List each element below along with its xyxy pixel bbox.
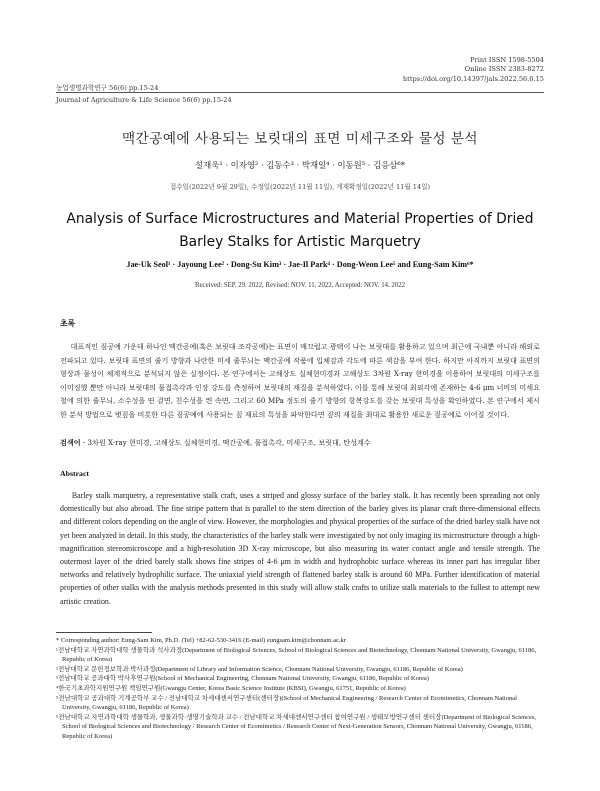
- footnote-rule: [56, 632, 152, 633]
- dates-english: Received: SEP. 29. 2022, Revised: NOV. 11. 2022, Accepted: NOV. 14. 2022: [195, 282, 405, 289]
- title-english-line1: Analysis of Surface Microstructures and Material Properties of Dried: [66, 211, 534, 227]
- affiliation-4: ⁴한국기초과학지원연구원 책임연구원(Gwangju Center, Korea Basic Science Institute (KBSI), Gwangju, 61751, Republic of Korea): [56, 684, 406, 692]
- abstract-en-heading: Abstract: [60, 469, 90, 478]
- dates-korean: 접수일(2022년 9월 29일), 수정일(2022년 11월 11일), 게재확정일(2022년 11월 14일): [169, 183, 431, 191]
- journal-ko: 농업생명과학연구 56(6) pp.15-24: [56, 84, 159, 92]
- affiliation-6: ⁶전남대학교 자연과학대학 생물학과, 생물과학·생명기술학과 교수 / 전남대학교 차세대센서연구센터 참여연구원 / 생태모방연구센터 센터장(Department of Biological Sciences, School of Biological Sciences and Biotechnology / Research Center of Ecomimetics / Research Center of Next-Generation Sensors, Chonnam National University, Gwangju, 61186, Republic of Korea): [56, 713, 537, 740]
- affiliation-2: ²전남대학교 문헌정보학과 박사과정(Department of Library and Information Science, Chonnam National University, Gwangju, 61186, Republic of Korea): [56, 665, 463, 673]
- keywords-ko: [60, 436, 540, 450]
- keywords-list: - 3차원 X-ray 현미경, 고해상도 실체현미경, 맥간공예, 물접촉각, 미세구조, 보릿대, 탄성계수: [80, 438, 371, 447]
- footnotes: [56, 636, 544, 742]
- doi-link[interactable]: https://doi.org/10.14397/jals.2022.56.6.15: [402, 74, 544, 83]
- abstract-ko-heading: 초록: [60, 319, 76, 328]
- title-korean: 맥간공예에 사용되는 보릿대의 표면 미세구조와 물성 분석: [121, 131, 479, 147]
- keywords-label: 검색어: [60, 438, 81, 447]
- header-rule: [56, 92, 544, 93]
- journal-en: Journal of Agriculture & Life Science 56(6) pp.15-24: [56, 96, 232, 104]
- title-english-line2: Barley Stalks for Artistic Marquetry: [179, 234, 421, 250]
- issn-block: [403, 56, 544, 84]
- print-issn: Print ISSN 1598-5504: [470, 56, 544, 64]
- abstract-en-text: Barley stalk marquetry, a representative stalk craft, uses a striped and glossy surface of the barley stalk. It has recently been spreading not only domestically but also abroad. The fine stripe pattern that is parallel to the stem direction of the barley gives its planar craft three-dimensional effects and different colors depending on the angle of view. However, the morphologies and physical properties of the surface of the dried barley stalk have not yet been analyzed in detail. In this study, the characteristics of the barley stalk were investigated by not only imaging its microstructure through a high-magnification stereomicroscope and a high-resolution 3D X-ray microscope, but also measuring its water contact angle and tensile strength. The outermost layer of the dried barely stalk shows fine stripes of 4-6 μm in width and hydrophobic surface whereas its inner part has irregular fiber networks and relatively hydrophilic surface. The uniaxial yield strength of flattened barley stalk is around 60 MPa. Further identification of material properties of other stalks with the analysis methods presented in this study will allow stalk crafts to utilize stalk materials to the fullest to attempt new artistic creation.: [60, 491, 540, 606]
- affiliation-5: ⁵전남대학교 공과대학 기계공학부 교수 / 전남대학교 차세대센서연구센터(센터장)(School of Mechanical Engineering / Research Center of Ecomimetics, Chonnam National University, Gwangju, 61186, Republic of Korea): [56, 694, 517, 712]
- affiliation-1: ¹전남대학교 자연과학대학 생물학과 석사과정(Department of Biological Sciences, School of Biological Sciences and Biotechnology, Chonnam National University, Gwangju, 61186, Republic of Korea): [56, 646, 537, 664]
- authors-korean: 설재욱¹ · 이자영² · 김동수³ · 박재일⁴ · 이동원⁵ · 김응삼⁶*: [195, 160, 405, 170]
- authors-english: Jae-Uk Seol¹ · Jayoung Lee² · Dong-Su Kim³ · Jae-Il Park⁴ · Dong-Weon Lee⁵ and Eung-Sam Kim⁶*: [126, 260, 474, 269]
- online-issn: Online ISSN 2383-8272: [464, 65, 544, 74]
- affiliation-3: ³전남대학교 공과대학 박사후연구원(School of Mechanical Engineering, Chonnam National University, Gwangju, 61186, Republic of Korea): [56, 675, 429, 683]
- corresponding-author: * Corresponding author: Eung-Sam Kim, Ph.D. (Tel) +82-62-530-3416 (E-mail) eungsam.kim@chonnam.ac.kr: [56, 637, 346, 644]
- title-english: [40, 208, 560, 254]
- abstract-ko-text: 대표적인 짚공예 가운데 하나인 맥간공예(혹은 보릿대 조각공예)는 표면이 매끄럽고 광택이 나는 보릿대를 활용하고 있으며 최근에 국내뿐 아니라 해외로 전파되고 있다. 보릿대 표면의 줄기 방향과 나란한 미세 줄무늬는 맥간공예 작품에 입체감과 각도에 따른 색감을 부여 한다. 하지만 아직까지 보릿대 표면의 형상과 물성이 체계적으로 분석되지 않은 실정이다. 본 연구에서는 고해상도 실체현미경과 고해상도 3차원 X-ray 현미경을 이용하여 보릿대의 미세구조를 이미징했 뿐만 아니라 보릿대의 물접촉각과 인장 강도를 측정하여 보릿대의 재질을 분석하였다. 이를 통해 보릿대 최외각에 존재하는 4-6 μm 너비의 미세요철에 의한 줄무늬, 소수성을 띤 겉면, 친수성을 띈 속면, 그리고 60 MPa 정도의 줄기 방향의 항복강도를 갖는 보릿대 특성을 확인하였다. 본 연구에서 제시한 분석 방법으로 볏짚을 비롯한 다른 짚공예에 사용되는 짚 재료의 특성을 파악한다면 짚의 재질을 최대로 활용한 새로운 짚공예로 이어질 것이다.: [60, 342, 540, 419]
